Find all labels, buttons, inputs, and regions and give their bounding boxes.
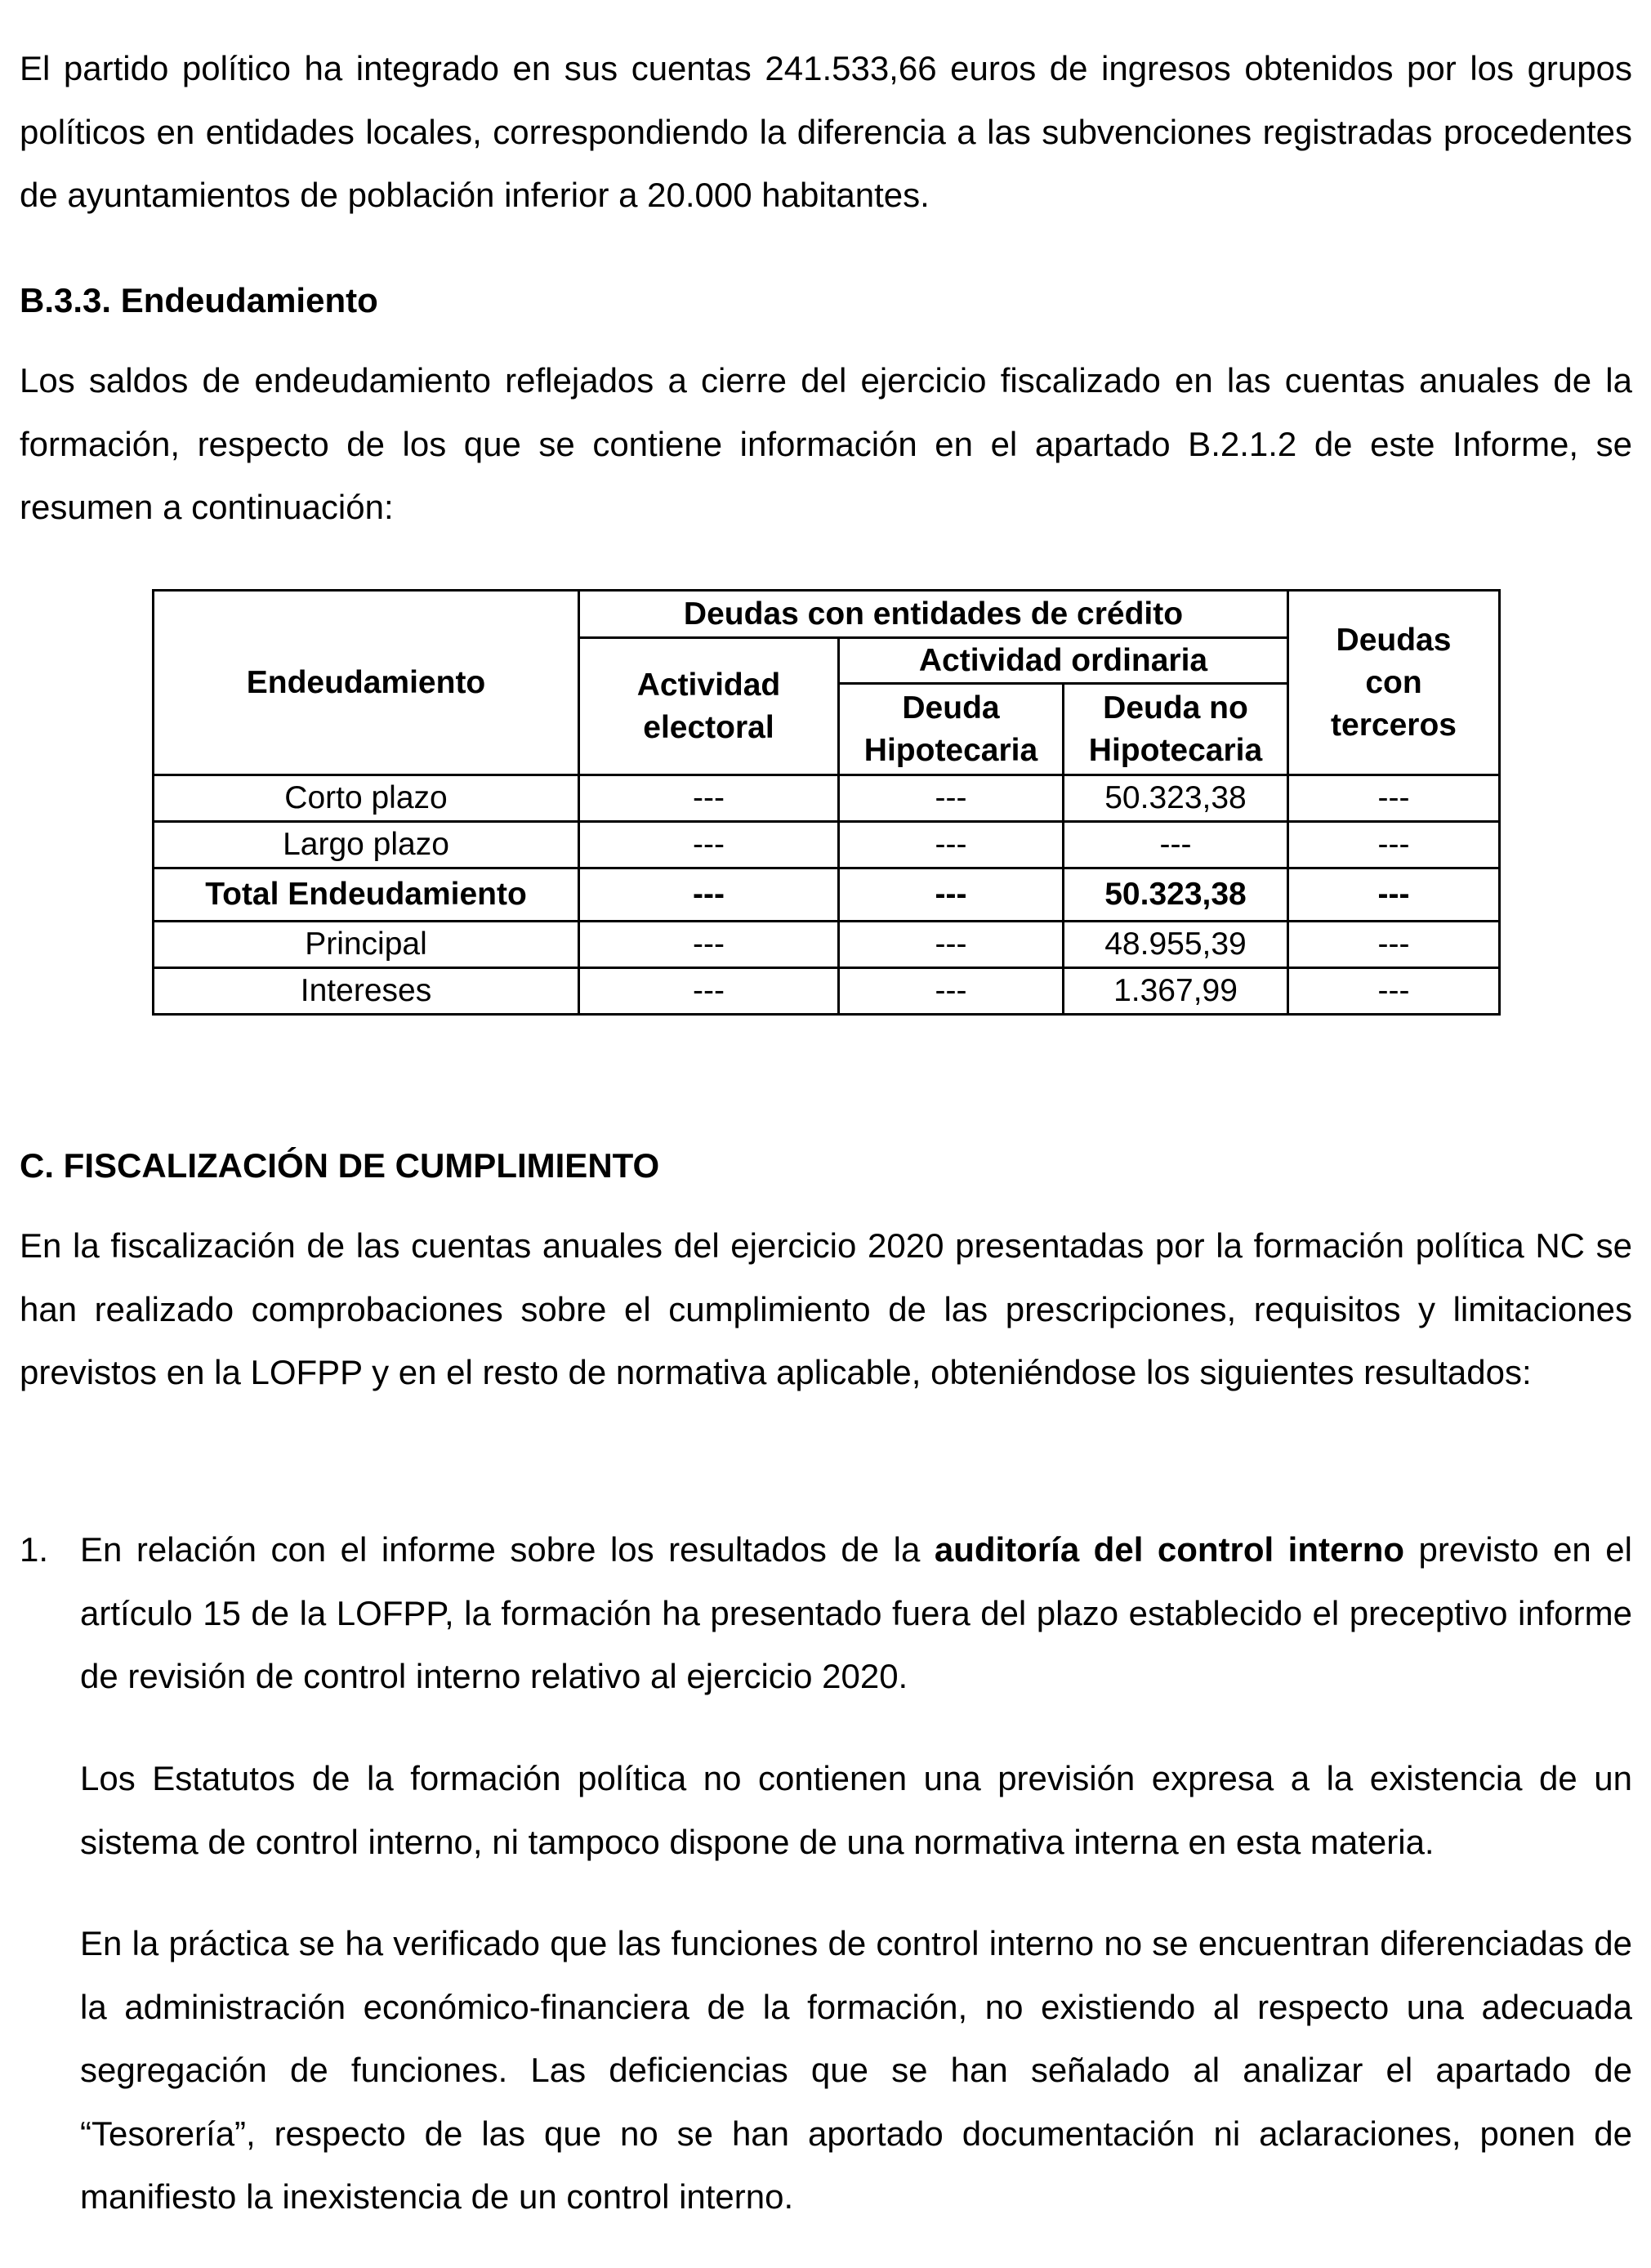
item1-paragraph3: En la práctica se ha verificado que las funciones de control interno no se encuentran diferenciadas de la administración económico-financiera de la formación, no existiendo al respecto una adecuada segregación de funciones. Las deficiencias que se han señalado al analizar el apartado de “Tesorería”, respecto de las que no se han aportado documentación ni aclaraciones, ponen de manifiesto la inexistencia de un control interno. bbox=[80, 1924, 1632, 2216]
debt-table bbox=[152, 589, 1501, 1016]
row-label: Largo plazo bbox=[154, 822, 579, 868]
header-electoral: Actividad electoral bbox=[579, 638, 839, 775]
item1-text-before: En relación con el informe sobre los resultados de la bbox=[80, 1530, 935, 1569]
header-group-ordinary: Actividad ordinaria bbox=[839, 638, 1288, 684]
cell-hipotecaria: --- bbox=[839, 868, 1064, 922]
table-row bbox=[154, 968, 1500, 1015]
cell-terceros: --- bbox=[1288, 822, 1500, 868]
header-endeudamiento: Endeudamiento bbox=[154, 591, 579, 775]
header-group-credit: Deudas con entidades de crédito bbox=[579, 591, 1288, 638]
section-b33-paragraph: Los saldos de endeudamiento reflejados a cierre del ejercicio fiscalizado en las cuentas anuales de la formación, respecto de los que se contiene información en el apartado B.2.1.2 de este Informe, se resumen a continuación: bbox=[20, 361, 1632, 526]
cell-hipotecaria: --- bbox=[839, 822, 1064, 868]
table-row-total bbox=[154, 868, 1500, 922]
cell-electoral: --- bbox=[579, 822, 839, 868]
intro-paragraph: El partido político ha integrado en sus cuentas 241.533,66 euros de ingresos obtenidos por los grupos políticos en entidades locales, correspondiendo la diferencia a las subvenciones registradas procedentes de ayuntamientos de población inferior a 20.000 habitantes. bbox=[20, 49, 1632, 214]
item1-paragraph2: Los Estatutos de la formación política no contienen una previsión expresa a la existencia de un sistema de control interno, ni tampoco dispone de una normativa interna en esta materia. bbox=[80, 1759, 1632, 1861]
row-label: Corto plazo bbox=[154, 775, 579, 822]
list-item-1 bbox=[20, 1518, 1632, 1708]
section-b33-title: B.3.3. Endeudamiento bbox=[20, 281, 378, 319]
cell-terceros: --- bbox=[1288, 968, 1500, 1015]
cell-electoral: --- bbox=[579, 868, 839, 922]
cell-no-hipotecaria: 48.955,39 bbox=[1064, 922, 1288, 968]
row-label: Principal bbox=[154, 922, 579, 968]
section-c-paragraph: En la fiscalización de las cuentas anuales del ejercicio 2020 presentadas por la formación política NC se han realizado comprobaciones sobre el cumplimiento de las prescripciones, requisitos y limitaciones previstos en la LOFPP y en el resto de normativa aplicable, obteniéndose los siguientes resultados: bbox=[20, 1226, 1632, 1391]
table-row bbox=[154, 922, 1500, 968]
cell-electoral: --- bbox=[579, 775, 839, 822]
list-number: 1. bbox=[20, 1530, 49, 1569]
row-label: Total Endeudamiento bbox=[154, 868, 579, 922]
cell-terceros: --- bbox=[1288, 922, 1500, 968]
cell-no-hipotecaria: 1.367,99 bbox=[1064, 968, 1288, 1015]
item1-paragraph1 bbox=[80, 1518, 1632, 1708]
table-row bbox=[154, 822, 1500, 868]
cell-terceros: --- bbox=[1288, 868, 1500, 922]
cell-hipotecaria: --- bbox=[839, 922, 1064, 968]
cell-hipotecaria: --- bbox=[839, 775, 1064, 822]
row-label: Intereses bbox=[154, 968, 579, 1015]
header-terceros: Deudas con terceros bbox=[1288, 591, 1500, 775]
item1-text-bold: auditoría del control interno bbox=[934, 1530, 1405, 1569]
cell-electoral: --- bbox=[579, 968, 839, 1015]
header-no-hipotecaria: Deuda no Hipotecaria bbox=[1064, 684, 1288, 775]
cell-electoral: --- bbox=[579, 922, 839, 968]
cell-hipotecaria: --- bbox=[839, 968, 1064, 1015]
cell-no-hipotecaria: 50.323,38 bbox=[1064, 775, 1288, 822]
cell-no-hipotecaria: --- bbox=[1064, 822, 1288, 868]
section-c-title: C. FISCALIZACIÓN DE CUMPLIMIENTO bbox=[20, 1146, 660, 1185]
header-hipotecaria: Deuda Hipotecaria bbox=[839, 684, 1064, 775]
table-row bbox=[154, 775, 1500, 822]
cell-no-hipotecaria: 50.323,38 bbox=[1064, 868, 1288, 922]
item1-text-after: previsto en el artículo 15 de la LOFPP, la formación ha presentado fuera del plazo establecido el preceptivo informe de revisión de control interno relativo al ejercicio 2020. bbox=[80, 1530, 1632, 1695]
cell-terceros: --- bbox=[1288, 775, 1500, 822]
